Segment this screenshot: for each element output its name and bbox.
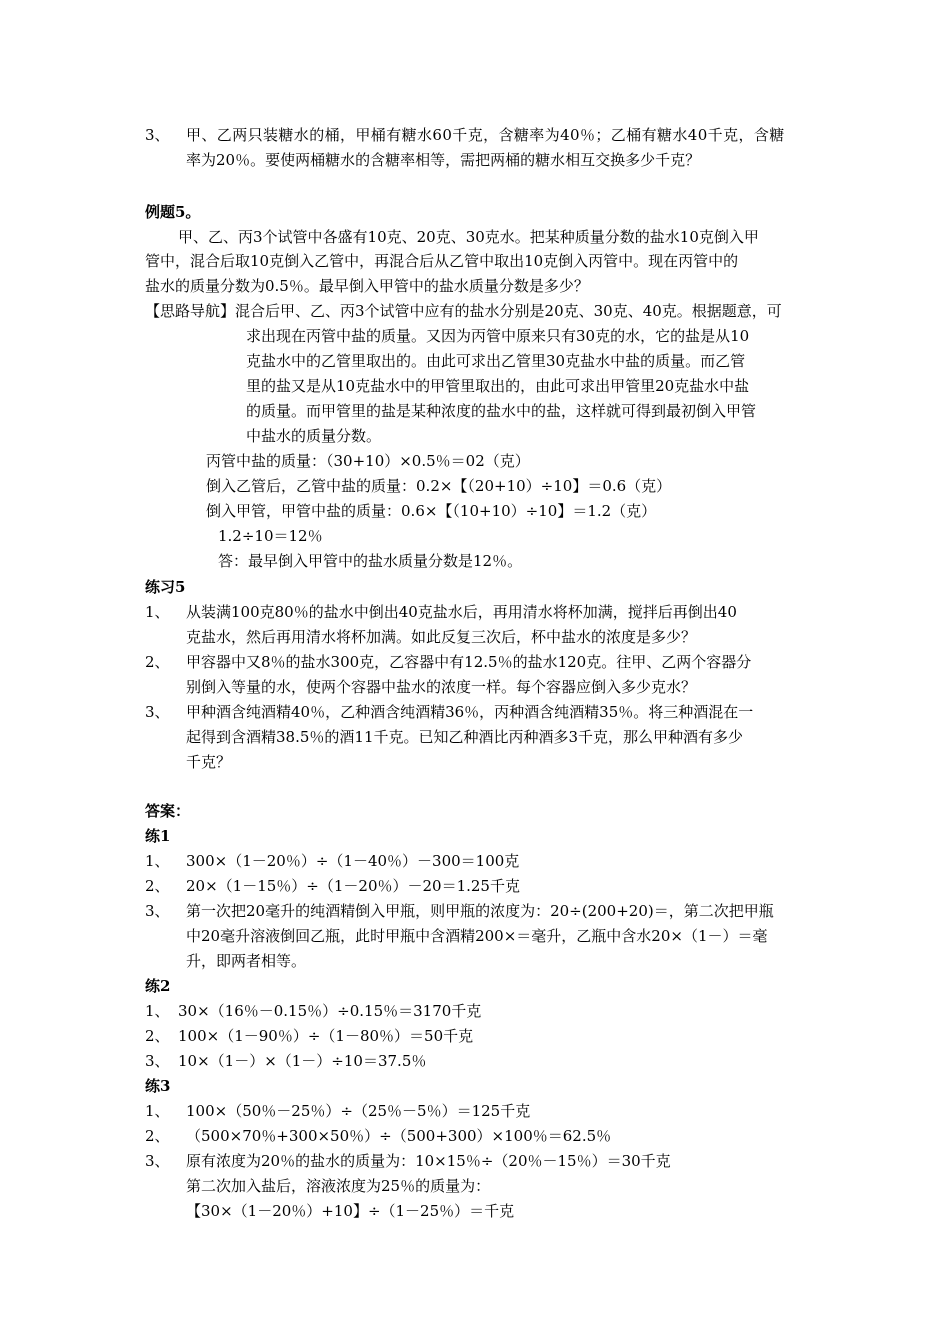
answer-text: 中20毫升溶液倒回乙瓶，此时甲瓶中含酒精200×＝毫升，乙瓶中含水20×（1－）＝毫 (186, 927, 768, 945)
thinking-guide-text: 里的盐又是从10克盐水中的甲管里取出的，由此可求出甲管里20克盐水中盐 (246, 377, 750, 395)
solution-step: 丙管中盐的质量：（30+10）×0.5％＝02（克） (206, 452, 530, 470)
practice-text: 从装满100克80％的盐水中倒出40克盐水后，再用清水将杯加满，搅拌后再倒出40 (186, 603, 737, 621)
practice-text: 克盐水，然后再用清水将杯加满。如此反复三次后，杯中盐水的浓度是多少？ (186, 628, 697, 646)
answer-text: 100×（1－90％）÷（1－80％）＝50千克 (178, 1027, 474, 1045)
list-number: 3、 (145, 1052, 170, 1070)
list-number: 3、 (145, 1152, 170, 1170)
list-number: 2、 (145, 1027, 170, 1045)
list-number: 3、 (145, 902, 170, 920)
thinking-guide-text: 克盐水中的乙管里取出的。由此可求出乙管里30克盐水中盐的质量。而乙管 (246, 352, 746, 370)
answer-section-heading: 练3 (145, 1077, 171, 1095)
answers-heading: 答案： (145, 802, 191, 820)
list-number: 2、 (145, 653, 170, 671)
list-number: 1、 (145, 1102, 170, 1120)
solution-step: 倒入乙管后，乙管中盐的质量：0.2×【（20+10）÷10】＝0.6（克） (206, 477, 672, 495)
answer-section-heading: 练1 (145, 827, 171, 845)
answer-text: （500×70％+300×50％）÷（500+300）×100％＝62.5％ (186, 1127, 612, 1145)
answer-text: 20×（1－15％）÷（1－20％）－20＝1.25千克 (186, 877, 520, 895)
exercise-text: 率为20％。要使两桶糖水的含糖率相等，需把两桶的糖水相互交换多少千克？ (186, 151, 701, 169)
answer-text: 第一次把20毫升的纯酒精倒入甲瓶，则甲瓶的浓度为：20÷(200+20)＝，第二次把甲瓶 (186, 902, 774, 920)
answer-text: 10×（1－）×（1－）÷10＝37.5％ (178, 1052, 427, 1070)
answer-text: 升，即两者相等。 (186, 952, 307, 970)
example-heading: 例题5。 (145, 203, 201, 221)
practice-text: 别倒入等量的水，使两个容器中盐水的浓度一样。每个容器应倒入多少克水？ (186, 678, 697, 696)
solution-step: 倒入甲管，甲管中盐的质量：0.6×【（10+10）÷10】＝1.2（克） (206, 502, 657, 520)
practice-text: 千克？ (186, 753, 232, 771)
list-number: 3、 (145, 126, 170, 144)
list-number: 2、 (145, 877, 170, 895)
list-number: 1、 (145, 1002, 170, 1020)
answer-text: 答：最早倒入甲管中的盐水质量分数是12％。 (218, 552, 523, 570)
answer-text: 第二次加入盐后，溶液浓度为25％的质量为： (186, 1177, 491, 1195)
answer-section-heading: 练2 (145, 977, 171, 995)
example-text: 管中，混合后取10克倒入乙管中，再混合后从乙管中取出10克倒入丙管中。现在丙管中的 (145, 252, 739, 270)
list-number: 2、 (145, 1127, 170, 1145)
practice-text: 甲种酒含纯酒精40％，乙种酒含纯酒精36％，丙种酒含纯酒精35％。将三种酒混在一 (186, 703, 754, 721)
thinking-guide: 【思路导航】混合后甲、乙、丙3个试管中应有的盐水分别是20克、30克、40克。根据题意，可 (145, 302, 782, 320)
practice-text: 甲容器中又8％的盐水300克，乙容器中有12.5％的盐水120克。往甲、乙两个容器分 (186, 653, 752, 671)
list-number: 3、 (145, 703, 170, 721)
exercise-text: 甲、乙两只装糖水的桶，甲桶有糖水60千克，含糖率为40％；乙桶有糖水40千克，含糖 (186, 126, 785, 144)
list-number: 1、 (145, 603, 170, 621)
answer-text: 100×（50％－25％）÷（25％－5％）＝125千克 (186, 1102, 531, 1120)
list-number: 1、 (145, 852, 170, 870)
thinking-guide-text: 中盐水的质量分数。 (246, 427, 382, 445)
example-text: 甲、乙、丙3个试管中各盛有10克、20克、30克水。把某种质量分数的盐水10克倒入甲 (178, 228, 759, 246)
practice-heading: 练习5 (145, 578, 186, 596)
answer-text: 【30×（1－20％）+10】÷（1－25％）＝千克 (186, 1202, 515, 1220)
answer-text: 30×（16％－0.15％）÷0.15％＝3170千克 (178, 1002, 482, 1020)
solution-step: 1.2÷10＝12％ (218, 527, 323, 545)
thinking-guide-text: 求出现在丙管中盐的质量。又因为丙管中原来只有30克的水，它的盐是从10 (246, 327, 750, 345)
thinking-guide-text: 的质量。而甲管里的盐是某种浓度的盐水中的盐，这样就可得到最初倒入甲管 (246, 402, 757, 420)
answer-text: 原有浓度为20％的盐水的质量为：10×15％÷（20％－15％）＝30千克 (186, 1152, 671, 1170)
example-text: 盐水的质量分数为0.5％。最早倒入甲管中的盐水质量分数是多少？ (145, 277, 589, 295)
practice-text: 起得到含酒精38.5％的酒11千克。已知乙种酒比丙种酒多3千克，那么甲种酒有多少 (186, 728, 744, 746)
answer-text: 300×（1－20％）÷（1－40％）－300＝100克 (186, 852, 520, 870)
